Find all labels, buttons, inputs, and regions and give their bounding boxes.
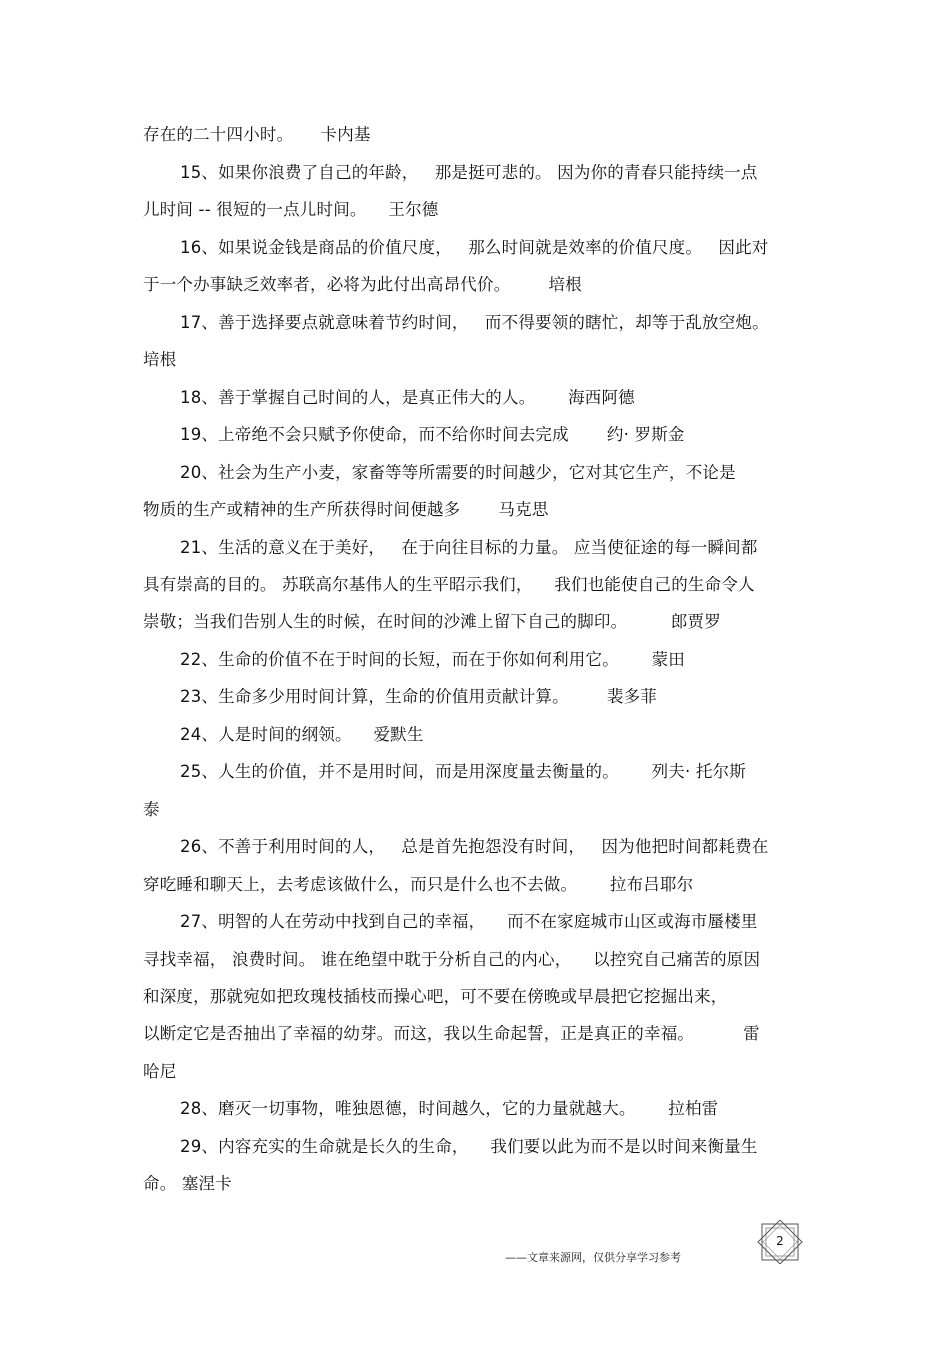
footer-source-note: ——文章来源网，仅供分享学习参考 xyxy=(505,1251,681,1264)
text-line: 崇敬；当我们告别人生的时候，在时间的沙滩上留下自己的脚印。 郎贾罗 xyxy=(143,612,721,631)
page-number-badge xyxy=(756,1220,804,1264)
text-line: 物质的生产或精神的生产所获得时间便越多 马克思 xyxy=(143,500,549,519)
text-line: 28、磨灭一切事物，唯独恩德，时间越久，它的力量就越大。 拉柏雷 xyxy=(180,1099,719,1118)
page-number: 2 xyxy=(776,1234,784,1248)
text-line: 培根 xyxy=(143,350,177,369)
text-line: 19、上帝绝不会只赋予你使命，而不给你时间去完成 约· 罗斯金 xyxy=(180,425,685,444)
text-line: 于一个办事缺乏效率者，必将为此付出高昂代价。 培根 xyxy=(143,275,582,294)
text-line: 寻找幸福， 浪费时间。 谁在绝望中耽于分析自己的内心， 以控究自己痛苦的原因 xyxy=(143,950,761,969)
text-line: 存在的二十四小时。 卡内基 xyxy=(143,125,371,144)
text-line: 哈尼 xyxy=(143,1062,177,1081)
text-line: 16、如果说金钱是商品的价值尺度， 那么时间就是效率的价值尺度。 因此对 xyxy=(180,238,769,257)
text-line: 24、人是时间的纲领。 爱默生 xyxy=(180,725,424,744)
text-line: 29、内容充实的生命就是长久的生命， 我们要以此为而不是以时间来衡量生 xyxy=(180,1137,758,1156)
text-line: 泰 xyxy=(143,800,160,819)
text-line: 25、人生的价值，并不是用时间，而是用深度量去衡量的。 列夫· 托尔斯 xyxy=(180,762,746,781)
text-line: 穿吃睡和聊天上，去考虑该做什么，而只是什么也不去做。 拉布吕耶尔 xyxy=(143,875,694,894)
text-line: 以断定它是否抽出了幸福的幼芽。而这，我以生命起誓，正是真正的幸福。 雷 xyxy=(143,1024,760,1043)
text-line: 18、善于掌握自己时间的人，是真正伟大的人。 海西阿德 xyxy=(180,388,635,407)
text-line: 儿时间 -- 很短的一点儿时间。 王尔德 xyxy=(143,200,439,219)
text-line: 具有崇高的目的。 苏联高尔基伟人的生平昭示我们， 我们也能使自己的生命令人 xyxy=(143,575,755,594)
text-line: 26、不善于利用时间的人， 总是首先抱怨没有时间， 因为他把时间都耗费在 xyxy=(180,837,769,856)
text-line: 21、生活的意义在于美好， 在于向往目标的力量。 应当使征途的每一瞬间都 xyxy=(180,538,758,557)
text-line: 20、社会为生产小麦，家畜等等所需要的时间越少，它对其它生产，不论是 xyxy=(180,463,736,482)
text-line: 命。 塞涅卡 xyxy=(143,1174,232,1193)
text-line: 23、生命多少用时间计算，生命的价值用贡献计算。 裴多菲 xyxy=(180,687,658,706)
text-line: 和深度，那就宛如把玫瑰枝插枝而操心吧，可不要在傍晚或早晨把它挖掘出来， xyxy=(143,987,728,1006)
text-line: 15、如果你浪费了自己的年龄， 那是挺可悲的。 因为你的青春只能持续一点 xyxy=(180,163,758,182)
text-line: 22、生命的价值不在于时间的长短，而在于你如何利用它。 蒙田 xyxy=(180,650,685,669)
text-line: 27、明智的人在劳动中找到自己的幸福， 而不在家庭城市山区或海市蜃楼里 xyxy=(180,912,758,931)
text-line: 17、善于选择要点就意味着节约时间， 而不得要领的瞎忙，却等于乱放空炮。 xyxy=(180,313,769,332)
